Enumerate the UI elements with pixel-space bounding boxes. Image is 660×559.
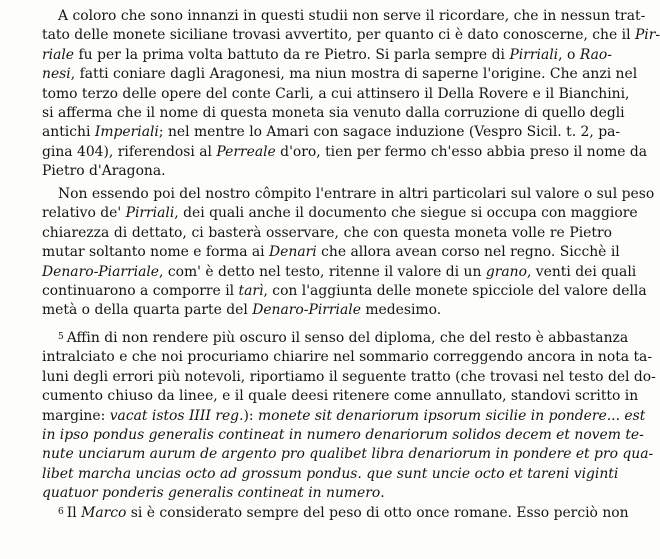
text-line [42, 123, 621, 142]
italic-text: Imperiali [94, 124, 159, 141]
text: ): [243, 407, 258, 424]
italic-text: Pirriali [125, 205, 175, 222]
text-line [42, 407, 646, 426]
text: , venti dei quali [526, 263, 637, 280]
italic-text: Perreale [216, 143, 276, 160]
text-line [42, 301, 612, 320]
text-line [42, 85, 630, 104]
text: gina 404), riferendosi al [42, 143, 217, 160]
text: , dei quali anche il documento che siegue si occupa con maggiore [174, 205, 638, 222]
text: . [380, 485, 385, 502]
text: medesimo. [360, 302, 442, 319]
text: si afferma che il nome di questa moneta sia venuto dalla corruzione di quello degli [42, 104, 625, 121]
italic-text: riale [42, 46, 75, 63]
text-line [42, 445, 654, 464]
text: margine: [42, 407, 110, 424]
italic-text: nesi [42, 66, 71, 83]
italic-text: in ipso pondus generalis contineat in numero denariorum solidos decem et novem te- [42, 426, 644, 443]
footnote-marker: 5 [58, 332, 64, 342]
italic-text: Pirriali [509, 46, 559, 63]
text-line [42, 465, 619, 484]
text: continuarono a comporre il [42, 282, 239, 299]
italic-text: Denaro-Pirriale [252, 302, 361, 319]
text: tato delle monete siciliane trovasi avvertito, per quanto ci è dato conoscerne, che il [42, 27, 635, 44]
italic-text: Denari [269, 244, 317, 261]
text-line [42, 162, 612, 181]
italic-text: tarì [238, 282, 264, 299]
footnote-marker: 6 [58, 507, 64, 517]
text: relativo de' [42, 205, 126, 222]
text: luni degli errori più notevoli, riportiamo il seguente tratto (che trovasi nel testo del do- [42, 368, 656, 385]
text-line [42, 484, 612, 503]
text: metà o della quarta parte del [42, 302, 253, 319]
text-line [42, 204, 638, 223]
text-line [42, 426, 644, 445]
text-line [42, 224, 612, 243]
text: antichi [42, 124, 95, 141]
italic-text: Pir- [634, 27, 660, 44]
text: Pietro d'Aragona. [42, 163, 166, 180]
paragraph-pirriale-value [42, 185, 655, 321]
text-line [42, 263, 637, 282]
text-line [42, 26, 660, 45]
text: fu per la prima volta battuto da re Pietro. Si parla sempre di [74, 46, 510, 63]
text: tomo terzo delle opere del conte Carli, a cui attinsero il Della Rovere e il Bianchini, [42, 85, 630, 102]
text: Affin di non rendere più oscuro il senso del diploma, che del resto è abbastanza [66, 330, 629, 346]
text-line [42, 387, 639, 406]
text: si è considerato sempre del peso di otto once romane. Esso perciò non [126, 505, 629, 521]
text: , o [558, 46, 580, 63]
text: Il [66, 505, 82, 521]
text-line [42, 46, 612, 65]
text-line [42, 329, 629, 348]
text: , com' è detto nel testo, ritenne il valore di un [159, 263, 486, 280]
text-line [42, 7, 646, 26]
text: , con l'aggiunta delle monete spicciole del valore della [263, 282, 647, 299]
italic-text: Marco [81, 505, 127, 521]
italic-text: libet marcha uncias octo ad grossum pondus. que sunt uncie octo et tareni viginti [42, 465, 619, 482]
text: che allora avean corso nel regno. Sicchè il [316, 244, 620, 261]
italic-text: nute unciarum aurum de argento pro qualibet libra denariorum in pondere et pro qua- [42, 446, 654, 463]
footnote-6 [42, 504, 629, 523]
text-line [42, 185, 655, 204]
text: cumento chiuso da linee, e il quale deesi ritenere come annullato, standovi scritto in [42, 388, 639, 405]
text: , fatti coniare dagli Aragonesi, ma niun mostra di saperne l'origine. Che anzi nel [70, 66, 638, 83]
text: intralciato e che noi procuriamo chiarire nel sommario correggendo ancora in nota ta- [42, 349, 653, 366]
paragraph-pirriale-origin [42, 7, 660, 182]
text-line [42, 243, 620, 262]
text-line [42, 504, 629, 523]
italic-text: grano [485, 263, 527, 280]
text: Non essendo poi del nostro cômpito l'entrare in altri particolari sul valore o sul peso [58, 186, 655, 202]
text: ; nel mentre lo Amari con sagace induzione (Vespro Sicil. t. 2, pa- [158, 124, 621, 141]
text: d'oro, tien per fermo ch'esso abbia preso il nome da [275, 143, 648, 160]
text: A coloro che sono innanzi in questi studii non serve il ricordare, che in nessun trat- [58, 8, 646, 24]
italic-text: monete sit denariorum ipsorum sicilie in pondere... est [258, 407, 646, 424]
italic-text: Denaro-Piarriale [42, 263, 160, 280]
footnote-5 [42, 329, 656, 504]
italic-text: quatuor ponderis generalis contineat in numero [42, 485, 381, 502]
text-line [42, 143, 648, 162]
italic-text: vacat istos IIII reg. [109, 407, 244, 424]
text-line [42, 65, 638, 84]
text: mutar soltanto nome e forma ai [42, 244, 270, 261]
text-line [42, 348, 653, 367]
italic-text: Rao- [579, 46, 612, 63]
text: chiarezza di dettato, ci basterà osservare, che con questa moneta volle re Pietro [42, 224, 612, 241]
text-line [42, 104, 625, 123]
text-line [42, 282, 647, 301]
text-line [42, 368, 656, 387]
